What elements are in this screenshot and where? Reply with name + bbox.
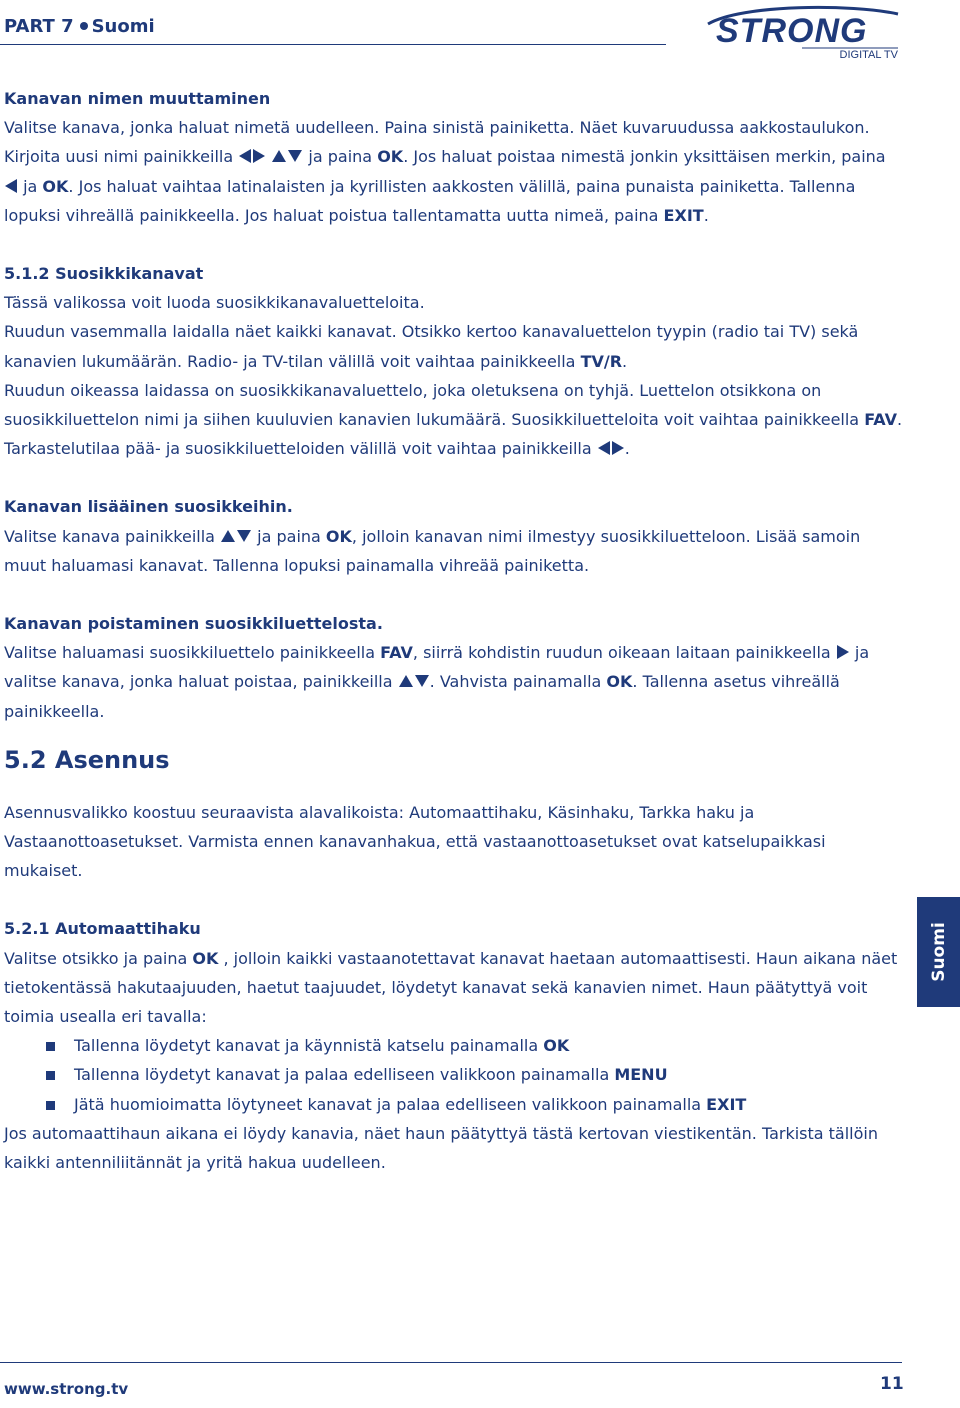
up-arrow-icon [399,675,413,687]
section-title-installation: 5.2 Asennus [4,745,170,774]
list-item: Jätä huomioimatta löytyneet kanavat ja palaa edelliseen valikkoon painamalla EXIT [46,1090,904,1119]
header-divider [0,44,666,45]
page-header [4,16,155,37]
left-arrow-icon [598,441,610,455]
paragraph-installation: Asennusvalikko koostuu seuraavista alavalikoista: Automaattihaku, Käsinhaku, Tarkka haku ja Vastaanottoasetukset. Varmista ennen kanavanhakua, että vastaanottoasetukset ovat katselupaikkasi mukaiset. [4,802,826,881]
logo-brand: STRONG [716,12,868,50]
list-item: Tallenna löydetyt kanavat ja käynnistä katselu painamalla OK [46,1031,904,1060]
list-item: Tallenna löydetyt kanavat ja palaa edelliseen valikkoon painamalla MENU [46,1060,904,1089]
footer-divider [0,1362,902,1363]
left-arrow-icon [239,149,251,163]
footer-url[interactable]: www.strong.tv [4,1380,129,1398]
logo-sub: DIGITAL TV [839,49,898,61]
right-arrow-icon [837,645,849,659]
language-side-tab [917,897,960,1007]
right-arrow-icon [612,441,624,455]
auto-search-options-list [4,1031,904,1119]
part-label: PART 7 [4,16,74,37]
bullet-dot-icon [80,22,88,30]
main-content [4,84,904,1177]
section-title-favourites: 5.1.2 Suosikkikanavat [4,264,204,284]
paragraph-auto-search: Valitse otsikko ja paina OK , jolloin kaikki vastaanotettavat kanavat haetaan automaattisesti. Haun aikana näet tietokentässä hakutaajuuden, haetut taajuudet, löydetyt kanavat sekä kanavien nimet. Haun päätyttyä voit toimia usealla eri tavalla: [4,948,898,1027]
paragraph-auto-search-end: Jos automaattihaun aikana ei löydy kanavia, näet haun päätyttyä tästä kertovan viestikentän. Tarkista tällöin kaikki antenniliitännät ja yritä hakua uudelleen. [4,1123,878,1173]
up-arrow-icon [221,530,235,542]
language-label: Suomi [91,16,155,37]
down-arrow-icon [237,530,251,542]
left-arrow-icon [5,179,17,193]
down-arrow-icon [415,675,429,687]
paragraph-remove-favourite: Valitse haluamasi suosikkiluettelo painikkeella FAV, siirrä kohdistin ruudun oikeaan laitaan painikkeella ja valitse kanava, jonka haluat poistaa, painikkeilla . Vahvista painamalla OK. Tallenna asetus vihreällä painikkeella. [4,643,870,721]
paragraph-favourites-3: Ruudun oikeassa laidassa on suosikkikanavaluettelo, joka oletuksena on tyhjä. Luettelon otsikkona on suosikkiluettelon nimi ja siihen kuuluvien kanavien lukumäärä. Suosikkiluetteloita voit vaihtaa painikkeella FAV. [4,380,903,430]
paragraph-favourites-4: Tarkastelutilaa pää- ja suosikkiluetteloiden välillä voit vaihtaa painikkeilla . [4,439,630,459]
section-title-remove-favourite: Kanavan poistaminen suosikkiluettelosta. [4,614,383,634]
down-arrow-icon [288,150,302,162]
paragraph-favourites-2: Ruudun vasemmalla laidalla näet kaikki kanavat. Otsikko kertoo kanavaluettelon tyypin (radio tai TV) sekä kanavien lukumäärän. Radio- ja TV-tilan välillä voit vaihtaa painikkeella TV/R. [4,322,859,371]
section-title-add-favourite: Kanavan lisääinen suosikkeihin. [4,497,293,517]
paragraph-rename: Valitse kanava, jonka haluat nimetä uudelleen. Paina sinistä painiketta. Näet kuvaruudussa aakkostaulukon. Kirjoita uusi nimi painikkeilla ja paina OK. Jos haluat poistaa nimestä jonkin yksittäisen merkin, paina ja OK. Jos haluat vaihtaa latinalaisten ja kyrillisten aakkosten välillä, paina punaista painiketta. Tallenna lopuksi vihreällä painikkeella. Jos haluat poistua tallentamatta uutta nimeä, paina EXIT. [4,118,886,225]
strong-logo [702,4,902,62]
section-title-rename: Kanavan nimen muuttaminen [4,89,271,108]
paragraph-add-favourite: Valitse kanava painikkeilla ja paina OK, jolloin kanavan nimi ilmestyy suosikkiluetteloon. Lisää samoin muut haluamasi kanavat. Tallenna lopuksi painamalla vihreää painiketta. [4,526,861,575]
section-title-auto-search: 5.2.1 Automaattihaku [4,919,201,939]
up-arrow-icon [272,150,286,162]
side-tab-label: Suomi [928,922,949,982]
paragraph-favourites-1: Tässä valikossa voit luoda suosikkikanavaluetteloita. [4,293,425,313]
right-arrow-icon [253,149,265,163]
page-number: 11 [880,1374,904,1394]
